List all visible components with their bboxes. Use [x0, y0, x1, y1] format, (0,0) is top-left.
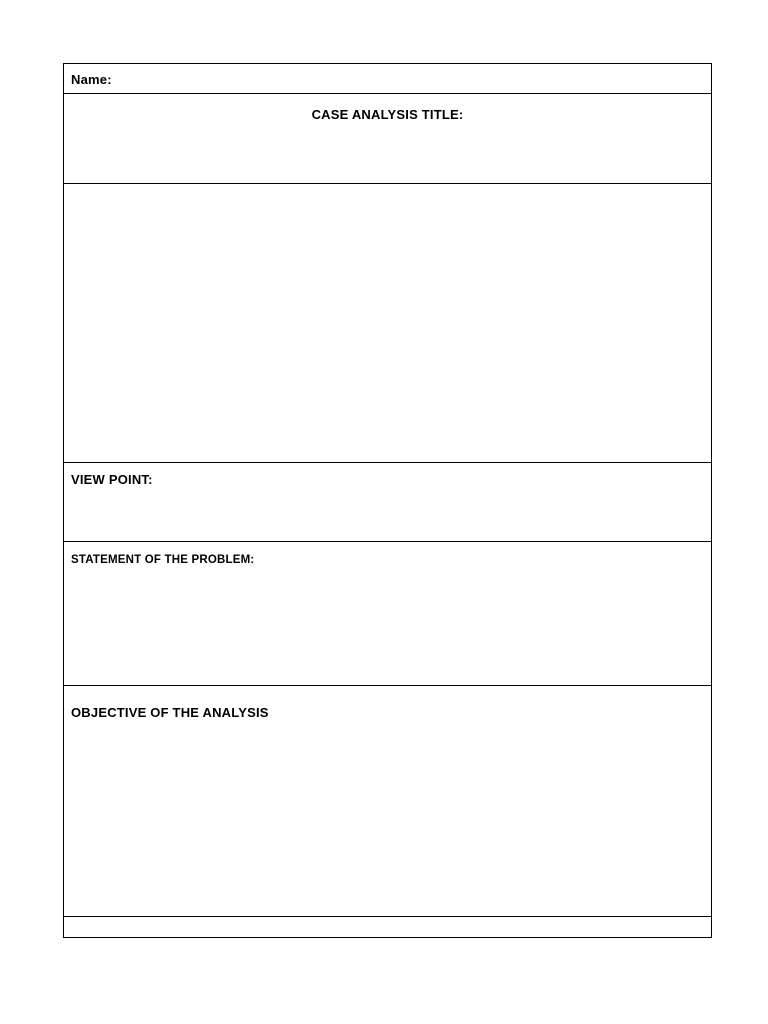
view-point-row [64, 463, 711, 542]
case-analysis-form [63, 63, 712, 938]
footer-row [64, 917, 711, 937]
name-row [64, 64, 711, 94]
objective-row [64, 686, 711, 917]
objective-of-the-analysis-field[interactable] [64, 726, 711, 916]
case-analysis-title-label: CASE ANALYSIS TITLE: [311, 107, 464, 122]
statement-row [64, 542, 711, 686]
statement-of-the-problem-field[interactable] [64, 572, 711, 685]
objective-of-the-analysis-label: OBJECTIVE OF THE ANALYSIS [71, 705, 269, 720]
title-row [64, 94, 711, 184]
view-point-label: VIEW POINT: [71, 472, 153, 487]
name-label: Name: [71, 72, 112, 87]
name-field[interactable] [124, 64, 711, 93]
case-body-area[interactable] [64, 184, 711, 463]
statement-of-the-problem-label: STATEMENT OF THE PROBLEM: [71, 554, 255, 566]
case-analysis-title-field[interactable] [64, 126, 711, 183]
view-point-field[interactable] [64, 491, 711, 541]
